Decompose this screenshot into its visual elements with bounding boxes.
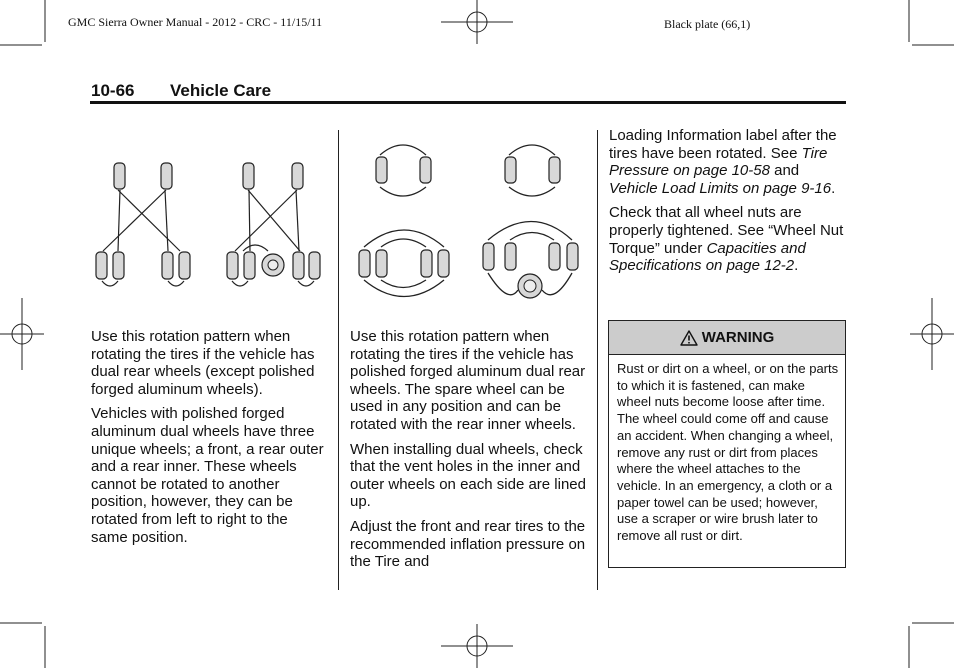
print-header-right: Black plate (66,1)	[664, 17, 751, 31]
text-run: and	[769, 162, 800, 180]
column-1-text	[91, 328, 327, 553]
text-run: .	[794, 257, 799, 275]
warning-box	[608, 320, 846, 568]
vehicle-load-limits-link[interactable]: Vehicle Load Limits on page 9-16	[609, 179, 832, 197]
column-divider-2	[597, 130, 598, 590]
col1-paragraph: Use this rotation pattern when rotating the tires if the vehicle has dual rear wheels (except polished forged aluminum wheels).	[91, 328, 315, 398]
page-number: 10-66	[91, 81, 135, 100]
warning-header	[609, 321, 845, 355]
warning-triangle-icon	[680, 330, 698, 346]
text-run: .	[831, 179, 836, 197]
warning-title: WARNING	[701, 329, 775, 346]
tire-rotation-polished-aluminum-dual-wheels-diagram	[350, 135, 590, 310]
col3-paragraph-2	[609, 204, 847, 274]
capacities-specifications-link[interactable]: Capacities and Specifications on page 12-2	[609, 239, 806, 275]
tire-rotation-dual-rear-wheels-diagram	[90, 155, 330, 295]
col3-paragraph-1	[609, 127, 847, 197]
print-header-left: GMC Sierra Owner Manual - 2012 - CRC - 11/15/11	[68, 15, 323, 29]
col2-paragraph: Adjust the front and rear tires to the recommended inflation pressure on the Tire and	[350, 517, 586, 571]
col1-paragraph: Vehicles with polished forged aluminum dual wheels have three unique wheels; a front, a rear outer and a rear inner. These wheels cannot be rotated to another position, however, they can be rotated from left to right to the same position.	[91, 405, 324, 546]
column-3-text	[609, 127, 847, 282]
header-rule	[90, 101, 846, 104]
text-run: Check that all wheel nuts are properly tightened. See “Wheel Nut Torque” under	[609, 204, 844, 257]
col2-paragraph: Use this rotation pattern when rotating the tires if the vehicle has polished forged aluminum dual rear wheels. The spare wheel can be used in any position and can be rotated with the rear inner wheels.	[350, 328, 586, 433]
col2-paragraph: When installing dual wheels, check that the vent holes in the inner and outer wheels on each side are lined up.	[350, 440, 586, 511]
text-run: Loading Information label after the tires have been rotated. See	[609, 127, 837, 162]
warning-body: Rust or dirt on a wheel, or on the parts to which it is fastened, can make wheel nuts become loose after time. The wheel could come off and cause an accident. When changing a wheel, remove any rust or dirt from places where the wheel attaches to the vehicle. In an emergency, a cloth or a paper towel can be used; however, use a scraper or wire brush later to remove all rust or dirt.	[617, 361, 839, 544]
column-2-text	[350, 328, 586, 578]
tire-pressure-link[interactable]: Tire Pressure on page 10-58	[609, 144, 828, 180]
section-title: Vehicle Care	[170, 81, 272, 100]
column-divider-1	[338, 130, 339, 590]
